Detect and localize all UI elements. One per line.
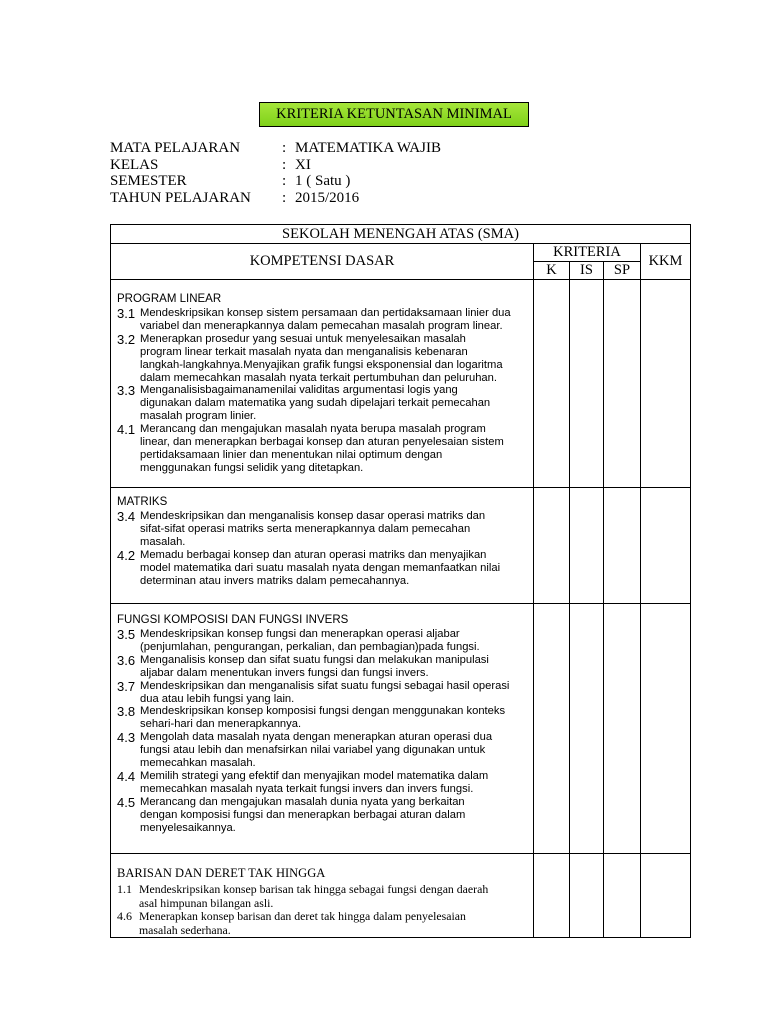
item-number: 4.6 xyxy=(117,909,132,924)
item-text: Mendeskripsikan dan menganalisis konsep dasar operasi matriks dan sifat-sifat operasi matriks serta menerapkannya dalam pemecahan masalah. xyxy=(140,510,486,548)
kkm-cell xyxy=(641,854,691,938)
item-number: 3.4 xyxy=(117,509,136,524)
list-item xyxy=(117,770,527,796)
kkm-table xyxy=(110,224,691,938)
kriteria-k-cell xyxy=(534,604,570,854)
section-barisan-deret xyxy=(111,854,534,938)
item-text: Menerapkan konsep barisan dan deret tak hingga dalam penyelesaian masalah sederhana. xyxy=(139,909,466,937)
list-item xyxy=(117,628,527,654)
list-item xyxy=(117,654,527,680)
kriteria-header: KRITERIA xyxy=(534,244,641,262)
kkm-cell xyxy=(641,280,691,488)
item-number: 4.5 xyxy=(117,794,136,810)
item-text: Menerapkan prosedur yang sesuai untuk menyelesaikan masalah program linear terkait masalah nyata dan menganalisis kebenaran langkah-langkahnya.Menyajikan grafik fungsi eksponensial dan logaritma dalam memecahkan masalah nyata terkait pertumbuhan dan peluruhan. xyxy=(140,332,503,384)
subject-info xyxy=(110,140,441,206)
item-text: Mendeskripsikan konsep fungsi dan menerapkan operasi aljabar (penjumlahan, pengurangan, perkalian, dan pembagian)pada fungsi. xyxy=(140,628,480,653)
kriteria-is-cell xyxy=(570,280,604,488)
kkm-header: KKM xyxy=(641,244,691,280)
kkm-cell xyxy=(641,604,691,854)
item-text: Mendeskripsikan konsep komposisi fungsi dengan menggunakan konteks sehari-hari dan menerapkannya. xyxy=(140,705,506,731)
item-number: 3.8 xyxy=(117,704,136,720)
info-label: KELAS xyxy=(110,156,159,173)
item-number: 3.3 xyxy=(117,383,136,399)
item-text: Mendeskripsikan konsep barisan tak hingga sebagai fungsi dengan daerah asal himpunan bilangan asli. xyxy=(139,882,489,910)
table-row xyxy=(111,854,691,938)
item-text: Memadu berbagai konsep dan aturan operasi matriks dan menyajikan model matematika dari suatu masalah nyata dengan memanfaatkan nilai determinan atau invers matriks dalam pemecahannya. xyxy=(140,548,501,587)
list-item xyxy=(117,423,527,475)
kriteria-k-cell xyxy=(534,280,570,488)
section-title: BARISAN DAN DERET TAK HINGGA xyxy=(117,866,326,880)
item-number: 3.6 xyxy=(117,652,136,668)
info-row xyxy=(110,140,441,157)
list-item xyxy=(117,307,527,333)
section-title: FUNGSI KOMPOSISI DAN FUNGSI INVERS xyxy=(117,614,349,626)
info-colon: : xyxy=(282,140,287,156)
document-title: KRITERIA KETUNTASAN MINIMAL xyxy=(259,102,529,127)
list-item xyxy=(117,510,527,549)
item-text: Merancang dan mengajukan masalah dunia nyata yang berkaitan dengan komposisi fungsi dan menerapkan berbagai aturan dalam menyelesaikannya. xyxy=(140,795,466,834)
info-value: 1 ( Satu ) xyxy=(295,173,351,190)
info-value: 2015/2016 xyxy=(295,189,360,206)
list-item xyxy=(117,680,527,706)
info-label: MATA PELAJARAN xyxy=(110,140,241,156)
kompetensi-dasar-header: KOMPETENSI DASAR xyxy=(111,244,534,280)
item-number: 4.2 xyxy=(117,547,136,563)
item-number: 1.1 xyxy=(117,882,132,896)
item-text: Menganalisisbagaimanamenilai validitas argumentasi logis yang digunakan dalam matematika yang sudah dipelajari terkait pemecahan masalah program linier. xyxy=(140,384,491,423)
school-level-header: SEKOLAH MENENGAH ATAS (SMA) xyxy=(111,225,691,244)
kriteria-k-header: K xyxy=(534,262,570,280)
item-text: Mendeskripsikan dan menganalisis sifat suatu fungsi sebagai hasil operasi dua atau lebih fungsi yang lain. xyxy=(140,679,510,705)
kriteria-is-cell xyxy=(570,488,604,604)
info-colon: : xyxy=(282,189,287,206)
info-row xyxy=(110,190,441,207)
section-program-linear xyxy=(111,280,534,488)
list-item xyxy=(117,705,527,731)
item-number: 3.5 xyxy=(117,627,136,642)
kriteria-sp-cell xyxy=(604,604,641,854)
item-text: Memilih strategi yang efektif dan menyajikan model matematika dalam memecahkan masalah nyata terkait fungsi invers dan invers fungsi. xyxy=(140,769,489,795)
info-colon: : xyxy=(282,173,287,190)
item-number: 3.2 xyxy=(117,331,136,347)
kriteria-sp-cell xyxy=(604,488,641,604)
item-text: Merancang dan mengajukan masalah nyata berupa masalah program linear, dan menerapkan berbagai konsep dan aturan penyelesaian sistem pertidaksamaan linier dan menentukan nilai optimum dengan menggunakan fungsi selidik yang ditetapkan. xyxy=(140,423,504,474)
section-title: MATRIKS xyxy=(117,496,168,508)
list-item xyxy=(117,796,527,835)
kkm-cell xyxy=(641,488,691,604)
list-item xyxy=(117,384,527,423)
table-row xyxy=(111,604,691,854)
item-number: 4.4 xyxy=(117,768,136,784)
kriteria-is-cell xyxy=(570,604,604,854)
info-row xyxy=(110,157,441,174)
section-title: PROGRAM LINEAR xyxy=(117,293,222,305)
info-value: MATEMATIKA WAJIB xyxy=(295,140,441,156)
info-label: TAHUN PELAJARAN xyxy=(110,189,251,206)
item-text: Mendeskripsikan konsep sistem persamaan dan pertidaksamaan linier dua variabel dan menerapkannya dalam pemecahan masalah program linear. xyxy=(140,307,511,332)
section-fungsi-komposisi xyxy=(111,604,534,854)
section-matriks xyxy=(111,488,534,604)
item-number: 4.3 xyxy=(117,730,136,746)
list-item xyxy=(117,549,527,588)
item-number: 3.1 xyxy=(117,306,136,321)
list-item xyxy=(117,910,527,937)
item-text: Mengolah data masalah nyata dengan menerapkan aturan operasi dua fungsi atau lebih dan menafsirkan nilai variabel yang digunakan untuk memecahkan masalah. xyxy=(140,731,493,770)
item-number: 3.7 xyxy=(117,678,136,694)
kriteria-sp-header: SP xyxy=(604,262,641,280)
table-row xyxy=(111,280,691,488)
kriteria-is-header: IS xyxy=(570,262,604,280)
item-text: Menganalisis konsep dan sifat suatu fungsi dan melakukan manipulasi aljabar dalam menentukan invers fungsi dan fungsi invers. xyxy=(140,653,489,679)
kriteria-is-cell xyxy=(570,854,604,938)
list-item xyxy=(117,731,527,770)
table-row xyxy=(111,488,691,604)
info-colon: : xyxy=(282,156,287,173)
kriteria-sp-cell xyxy=(604,854,641,938)
info-label: SEMESTER xyxy=(110,173,187,190)
kriteria-k-cell xyxy=(534,488,570,604)
kriteria-sp-cell xyxy=(604,280,641,488)
item-number: 4.1 xyxy=(117,422,136,438)
list-item xyxy=(117,333,527,385)
info-row xyxy=(110,173,441,190)
kriteria-k-cell xyxy=(534,854,570,938)
list-item xyxy=(117,883,527,910)
info-value: XI xyxy=(295,156,311,173)
